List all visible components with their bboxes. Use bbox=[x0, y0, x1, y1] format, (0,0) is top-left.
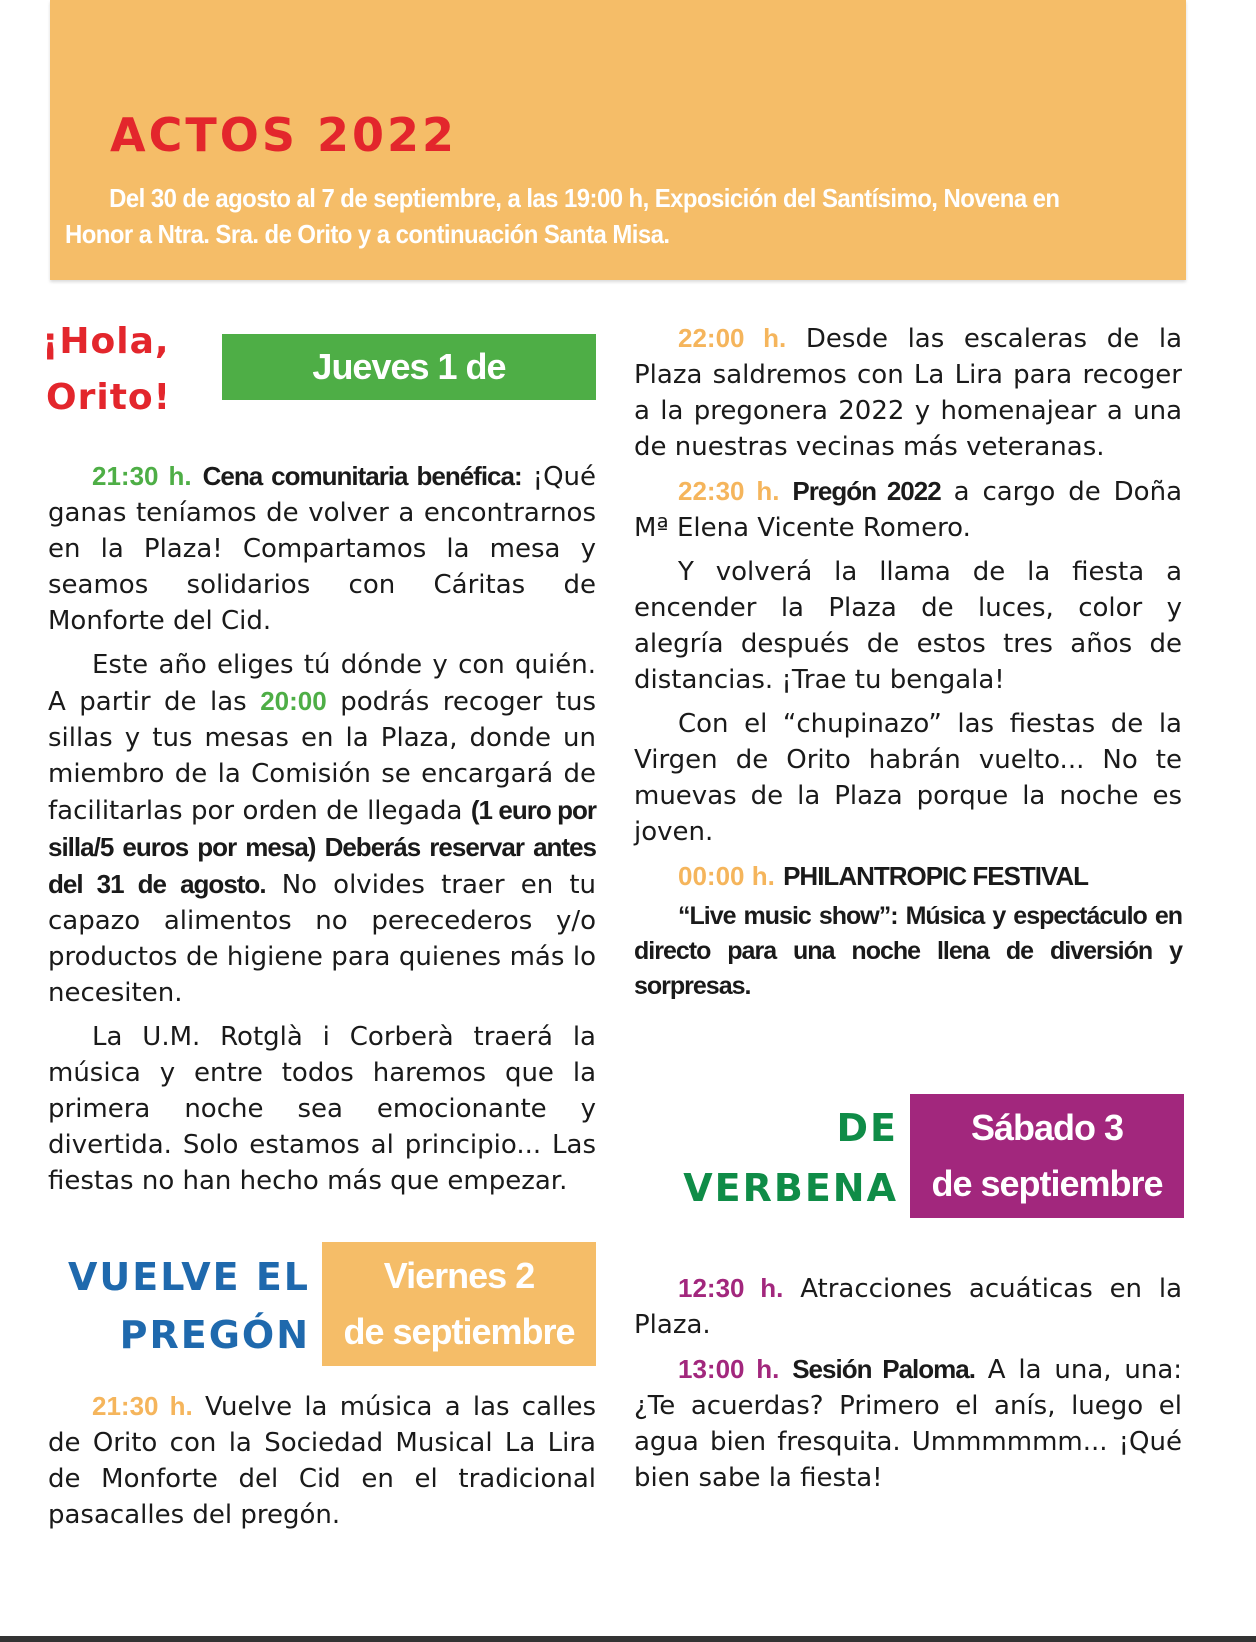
thursday-date: Jueves 1 de septiembre bbox=[312, 346, 506, 453]
paragraph bbox=[634, 554, 1182, 698]
paragraph-text: Vuelve la música a las calles de Orito con la Sociedad Musical La Lira de Monforte del Cid en el tradicional pasacalles del pregón. bbox=[48, 1392, 596, 1530]
paragraph bbox=[48, 458, 596, 639]
saturday-date-box bbox=[910, 1094, 1184, 1218]
left-column-thursday bbox=[48, 458, 596, 1207]
banner-title: ACTOS 2022 bbox=[110, 108, 458, 162]
paragraph bbox=[634, 473, 1182, 546]
thursday-heading-line2: Orito! bbox=[46, 377, 172, 418]
time-label: 12:30 h. bbox=[678, 1273, 784, 1303]
paragraph bbox=[634, 320, 1182, 465]
paragraph-text: a cargo de Doña Mª Elena Vicente Romero. bbox=[634, 477, 1183, 543]
header-banner bbox=[50, 0, 1186, 280]
event-title: Sesión Paloma. bbox=[792, 1354, 975, 1384]
time-label: 13:00 h. bbox=[678, 1354, 780, 1384]
paragraph-text: A la una, una: ¿Te acuerdas? Primero el anís, luego el agua bien fresquita. Ummmmmm... ¡Qué bien sabe la fiesta! bbox=[634, 1355, 1183, 1493]
friday-date-box bbox=[322, 1242, 596, 1366]
paragraph bbox=[634, 858, 1182, 895]
saturday-date-line2: de septiembre bbox=[931, 1163, 1163, 1204]
event-title: Pregón 2022 bbox=[792, 476, 941, 506]
paragraph-text: Este año eliges tú dónde y con quién. A partir de las bbox=[48, 650, 596, 717]
thursday-heading bbox=[42, 314, 171, 426]
banner-text: Del 30 de agosto al 7 de septiembre, a las 19:00 h, Exposición del Santísimo, Novena en Honor a Ntra. Sra. de Orito y a continuación Santa Misa. bbox=[65, 183, 1060, 249]
time-label: 22:00 h. bbox=[678, 323, 787, 353]
thursday-heading-line1: ¡Hola, bbox=[42, 321, 170, 362]
time-label: 22:30 h. bbox=[678, 476, 780, 506]
time-label: 00:00 h. bbox=[678, 861, 775, 891]
bottom-border bbox=[0, 1636, 1256, 1642]
paragraph bbox=[48, 1019, 596, 1199]
right-column-friday bbox=[634, 320, 1182, 1012]
saturday-date-line1: Sábado 3 bbox=[970, 1107, 1124, 1148]
paragraph bbox=[48, 1388, 596, 1533]
left-column-friday bbox=[48, 1388, 596, 1541]
event-title: PHILANTROPIC FESTIVAL bbox=[783, 861, 1089, 891]
paragraph bbox=[634, 899, 1182, 1004]
friday-heading-line2: PREGÓN bbox=[119, 1313, 310, 1357]
time-label: 21:30 h. bbox=[92, 461, 192, 491]
time-label: 21:30 h. bbox=[92, 1391, 193, 1421]
paragraph bbox=[634, 1270, 1182, 1343]
event-title: Cena comunitaria benéfica: bbox=[202, 461, 522, 491]
paragraph-text: ¡Qué ganas teníamos de volver a encontrarnos en la Plaza! Compartamos la mesa y seamos solidarios con Cáritas de Monforte del Cid. bbox=[48, 462, 597, 636]
saturday-heading-line1: DE bbox=[836, 1106, 898, 1150]
paragraph bbox=[634, 1351, 1182, 1496]
friday-heading-line1: VUELVE EL bbox=[68, 1255, 310, 1299]
friday-date-line2: de septiembre bbox=[343, 1311, 575, 1352]
paragraph-text: Desde las escaleras de la Plaza saldremos con La Lira para recoger a la pregonera 2022 y homenajear a una de nuestras vecinas más veteranas. bbox=[634, 324, 1183, 462]
paragraph-text: Y volverá la llama de la fiesta a encender la Plaza de luces, color y alegría después de estos tres años de distancias. ¡Trae tu bengala! bbox=[634, 557, 1182, 695]
paragraph-text: podrás recoger tus sillas y tus mesas en la Plaza, donde un miembro de la Comisión se encargará de facilitarlas por orden de llegada bbox=[48, 687, 597, 826]
thursday-date-box bbox=[222, 334, 596, 453]
friday-heading bbox=[40, 1248, 310, 1364]
saturday-heading-line2: VERBENA bbox=[683, 1166, 898, 1210]
paragraph-text: La U.M. Rotglà i Corberà traerá la música y entre todos haremos que la primera noche sea emocionante y divertida. Solo estamos al principio... Las fiestas no han hecho más que empezar. bbox=[48, 1022, 596, 1196]
friday-date-line1: Viernes 2 bbox=[383, 1255, 535, 1296]
paragraph-text: No olvides traer en tu capazo alimentos no perecederos y/o productos de higiene para quienes más lo necesiten. bbox=[48, 870, 596, 1008]
paragraph bbox=[634, 706, 1182, 850]
price-note: (1 euro por silla/5 euros por mesa) Deberás reservar antes del 31 de agosto. bbox=[48, 795, 596, 899]
paragraph-text: “Live music show”: Música y espectáculo en directo para una noche llena de diversión y sorpresas. bbox=[634, 902, 1182, 1000]
paragraph-text: Atracciones acuáticas en la Plaza. bbox=[634, 1274, 1183, 1340]
saturday-heading bbox=[640, 1098, 898, 1218]
paragraph bbox=[48, 647, 596, 1011]
paragraph-text: Con el “chupinazo” las fiestas de la Virgen de Orito habrán vuelto... No te muevas de la Plaza porque la noche es joven. bbox=[634, 709, 1182, 847]
time-label: 20:00 bbox=[260, 686, 327, 716]
right-column-saturday bbox=[634, 1270, 1182, 1504]
